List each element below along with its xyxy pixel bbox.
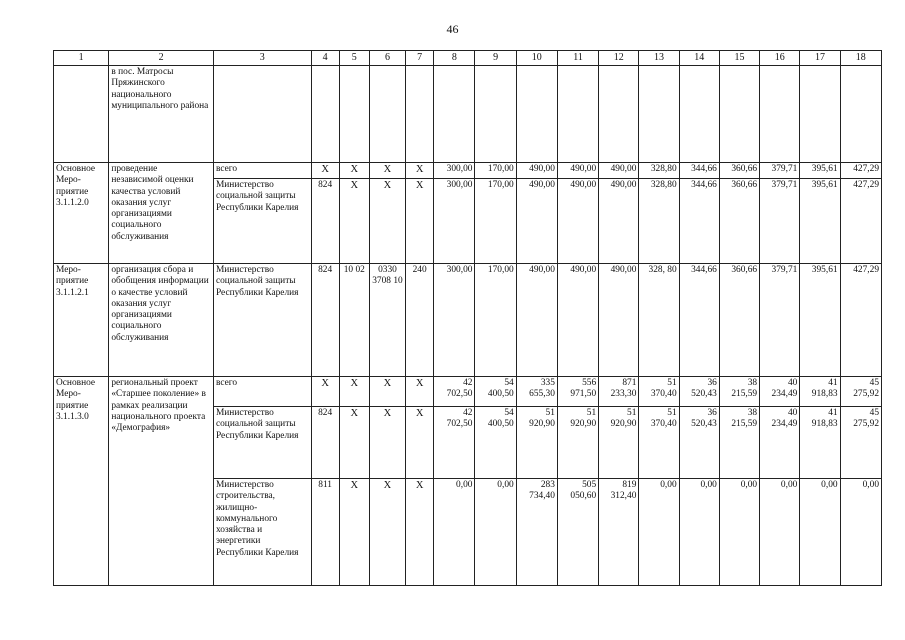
event-code: Основное Меро-приятие 3.1.1.2.0 bbox=[54, 163, 109, 264]
col-header: 17 bbox=[800, 51, 840, 66]
value-cell: 0,00 bbox=[434, 479, 475, 586]
event-description: региональный проект «Старшее поколение» в рамках реализации национального проекта «Демография» bbox=[109, 377, 214, 586]
page-number: 46 bbox=[446, 22, 459, 36]
executor-cell: всего bbox=[213, 377, 311, 407]
value-cell: 51 370,40 bbox=[639, 407, 679, 479]
value-cell: 42 702,50 bbox=[434, 377, 475, 407]
value-cell: 51 370,40 bbox=[639, 377, 679, 407]
value-cell: 379,71 bbox=[760, 179, 800, 264]
value-cell: 344,66 bbox=[679, 163, 719, 179]
value-cell: 427,29 bbox=[840, 163, 881, 179]
value-cell: 51 920,90 bbox=[516, 407, 557, 479]
value-cell: 395,61 bbox=[800, 179, 840, 264]
value-cell: 819 312,40 bbox=[599, 479, 639, 586]
value-cell: 490,00 bbox=[516, 179, 557, 264]
value-cell: 328,80 bbox=[639, 179, 679, 264]
value-cell: 300,00 bbox=[434, 179, 475, 264]
value-cell: 490,00 bbox=[599, 163, 639, 179]
value-cell: 0,00 bbox=[475, 479, 516, 586]
value-cell: 335 655,30 bbox=[516, 377, 557, 407]
value-cell: 360,66 bbox=[719, 179, 759, 264]
col-header: 13 bbox=[639, 51, 679, 66]
column-number-row bbox=[54, 51, 882, 66]
value-cell: 283 734,40 bbox=[516, 479, 557, 586]
value-cell: 556 971,50 bbox=[557, 377, 598, 407]
table-row bbox=[54, 264, 882, 377]
code-cell: Х bbox=[339, 163, 369, 179]
value-cell: 300,00 bbox=[434, 163, 475, 179]
value-cell: 871 233,30 bbox=[599, 377, 639, 407]
col-header: 10 bbox=[516, 51, 557, 66]
value-cell: 328,80 bbox=[639, 163, 679, 179]
value-cell: 54 400,50 bbox=[475, 377, 516, 407]
value-cell: 344,66 bbox=[679, 179, 719, 264]
value-cell: 45 275,92 bbox=[840, 407, 881, 479]
value-cell: 36 520,43 bbox=[679, 407, 719, 479]
program-table bbox=[53, 50, 882, 586]
code-cell: 824 bbox=[311, 179, 339, 264]
code-cell: Х bbox=[369, 179, 405, 264]
value-cell: 427,29 bbox=[840, 264, 881, 377]
value-cell: 54 400,50 bbox=[475, 407, 516, 479]
code-cell: Х bbox=[369, 407, 405, 479]
code-cell: Х bbox=[406, 163, 434, 179]
value-cell: 427,29 bbox=[840, 179, 881, 264]
value-cell: 40 234,49 bbox=[760, 377, 800, 407]
value-cell: 38 215,59 bbox=[719, 377, 759, 407]
executor-cell: Министерство социальной защиты Республики Карелия bbox=[213, 407, 311, 479]
col-header: 9 bbox=[475, 51, 516, 66]
code-cell: Х bbox=[339, 179, 369, 264]
col-header: 4 bbox=[311, 51, 339, 66]
value-cell: 505 050,60 bbox=[557, 479, 598, 586]
table-row bbox=[54, 66, 882, 163]
code-cell: Х bbox=[406, 179, 434, 264]
value-cell: 344,66 bbox=[679, 264, 719, 377]
table-row bbox=[54, 377, 882, 407]
code-cell: Х bbox=[339, 479, 369, 586]
value-cell: 379,71 bbox=[760, 264, 800, 377]
value-cell: 170,00 bbox=[475, 163, 516, 179]
code-cell: Х bbox=[339, 377, 369, 407]
code-cell: Х bbox=[406, 479, 434, 586]
col-header: 3 bbox=[213, 51, 311, 66]
value-cell: 51 920,90 bbox=[557, 407, 598, 479]
event-code: Основное Меро-приятие 3.1.1.3.0 bbox=[54, 377, 109, 586]
value-cell: 41 918,83 bbox=[800, 407, 840, 479]
executor-cell: всего bbox=[213, 163, 311, 179]
code-cell: 824 bbox=[311, 407, 339, 479]
col-header: 11 bbox=[557, 51, 598, 66]
value-cell: 379,71 bbox=[760, 163, 800, 179]
event-description: в пос. Матросы Пряжинского национального муниципального района bbox=[109, 66, 214, 163]
value-cell: 42 702,50 bbox=[434, 407, 475, 479]
executor-cell: Министерство социальной защиты Республики Карелия bbox=[213, 179, 311, 264]
value-cell: 0,00 bbox=[840, 479, 881, 586]
value-cell: 328, 80 bbox=[639, 264, 679, 377]
code-cell: Х bbox=[406, 407, 434, 479]
value-cell: 490,00 bbox=[516, 264, 557, 377]
value-cell: 360,66 bbox=[719, 163, 759, 179]
col-header: 12 bbox=[599, 51, 639, 66]
value-cell: 490,00 bbox=[557, 264, 598, 377]
event-description: проведение независимой оценки качества условий оказания услуг организациями социального обслуживания bbox=[109, 163, 214, 264]
code-cell: Х bbox=[369, 377, 405, 407]
value-cell: 40 234,49 bbox=[760, 407, 800, 479]
value-cell: 490,00 bbox=[516, 163, 557, 179]
executor-cell: Министерство строительства, жилищно-коммунального хозяйства и энергетики Республики Карелия bbox=[213, 479, 311, 586]
value-cell: 490,00 bbox=[599, 264, 639, 377]
col-header: 18 bbox=[840, 51, 881, 66]
value-cell: 0,00 bbox=[679, 479, 719, 586]
col-header: 15 bbox=[719, 51, 759, 66]
code-cell: Х bbox=[311, 163, 339, 179]
col-header: 14 bbox=[679, 51, 719, 66]
value-cell: 36 520,43 bbox=[679, 377, 719, 407]
value-cell: 41 918,83 bbox=[800, 377, 840, 407]
value-cell: 490,00 bbox=[557, 179, 598, 264]
col-header: 1 bbox=[54, 51, 109, 66]
value-cell: 490,00 bbox=[557, 163, 598, 179]
value-cell: 45 275,92 bbox=[840, 377, 881, 407]
event-description: организация сбора и обобщения информации о качестве условий оказания услуг организациями социального обслуживания bbox=[109, 264, 214, 377]
value-cell: 395,61 bbox=[800, 163, 840, 179]
value-cell: 395,61 bbox=[800, 264, 840, 377]
executor-cell: Министерство социальной защиты Республики Карелия bbox=[213, 264, 311, 377]
code-cell: 811 bbox=[311, 479, 339, 586]
value-cell: 0,00 bbox=[800, 479, 840, 586]
col-header: 7 bbox=[406, 51, 434, 66]
value-cell: 360,66 bbox=[719, 264, 759, 377]
code-cell: Х bbox=[339, 407, 369, 479]
code-cell: Х bbox=[369, 479, 405, 586]
code-cell: Х bbox=[406, 377, 434, 407]
code-cell: Х bbox=[369, 163, 405, 179]
code-cell: 240 bbox=[406, 264, 434, 377]
value-cell: 38 215,59 bbox=[719, 407, 759, 479]
col-header: 5 bbox=[339, 51, 369, 66]
value-cell: 0,00 bbox=[719, 479, 759, 586]
code-cell: 0330 3708 10 bbox=[369, 264, 405, 377]
value-cell: 170,00 bbox=[475, 179, 516, 264]
col-header: 6 bbox=[369, 51, 405, 66]
value-cell: 300,00 bbox=[434, 264, 475, 377]
value-cell: 51 920,90 bbox=[599, 407, 639, 479]
code-cell: Х bbox=[311, 377, 339, 407]
event-code: Меро-приятие 3.1.1.2.1 bbox=[54, 264, 109, 377]
col-header: 16 bbox=[760, 51, 800, 66]
value-cell: 0,00 bbox=[639, 479, 679, 586]
value-cell: 0,00 bbox=[760, 479, 800, 586]
col-header: 2 bbox=[109, 51, 214, 66]
value-cell: 170,00 bbox=[475, 264, 516, 377]
code-cell: 824 bbox=[311, 264, 339, 377]
code-cell: 10 02 bbox=[339, 264, 369, 377]
col-header: 8 bbox=[434, 51, 475, 66]
value-cell: 490,00 bbox=[599, 179, 639, 264]
table-row bbox=[54, 163, 882, 179]
